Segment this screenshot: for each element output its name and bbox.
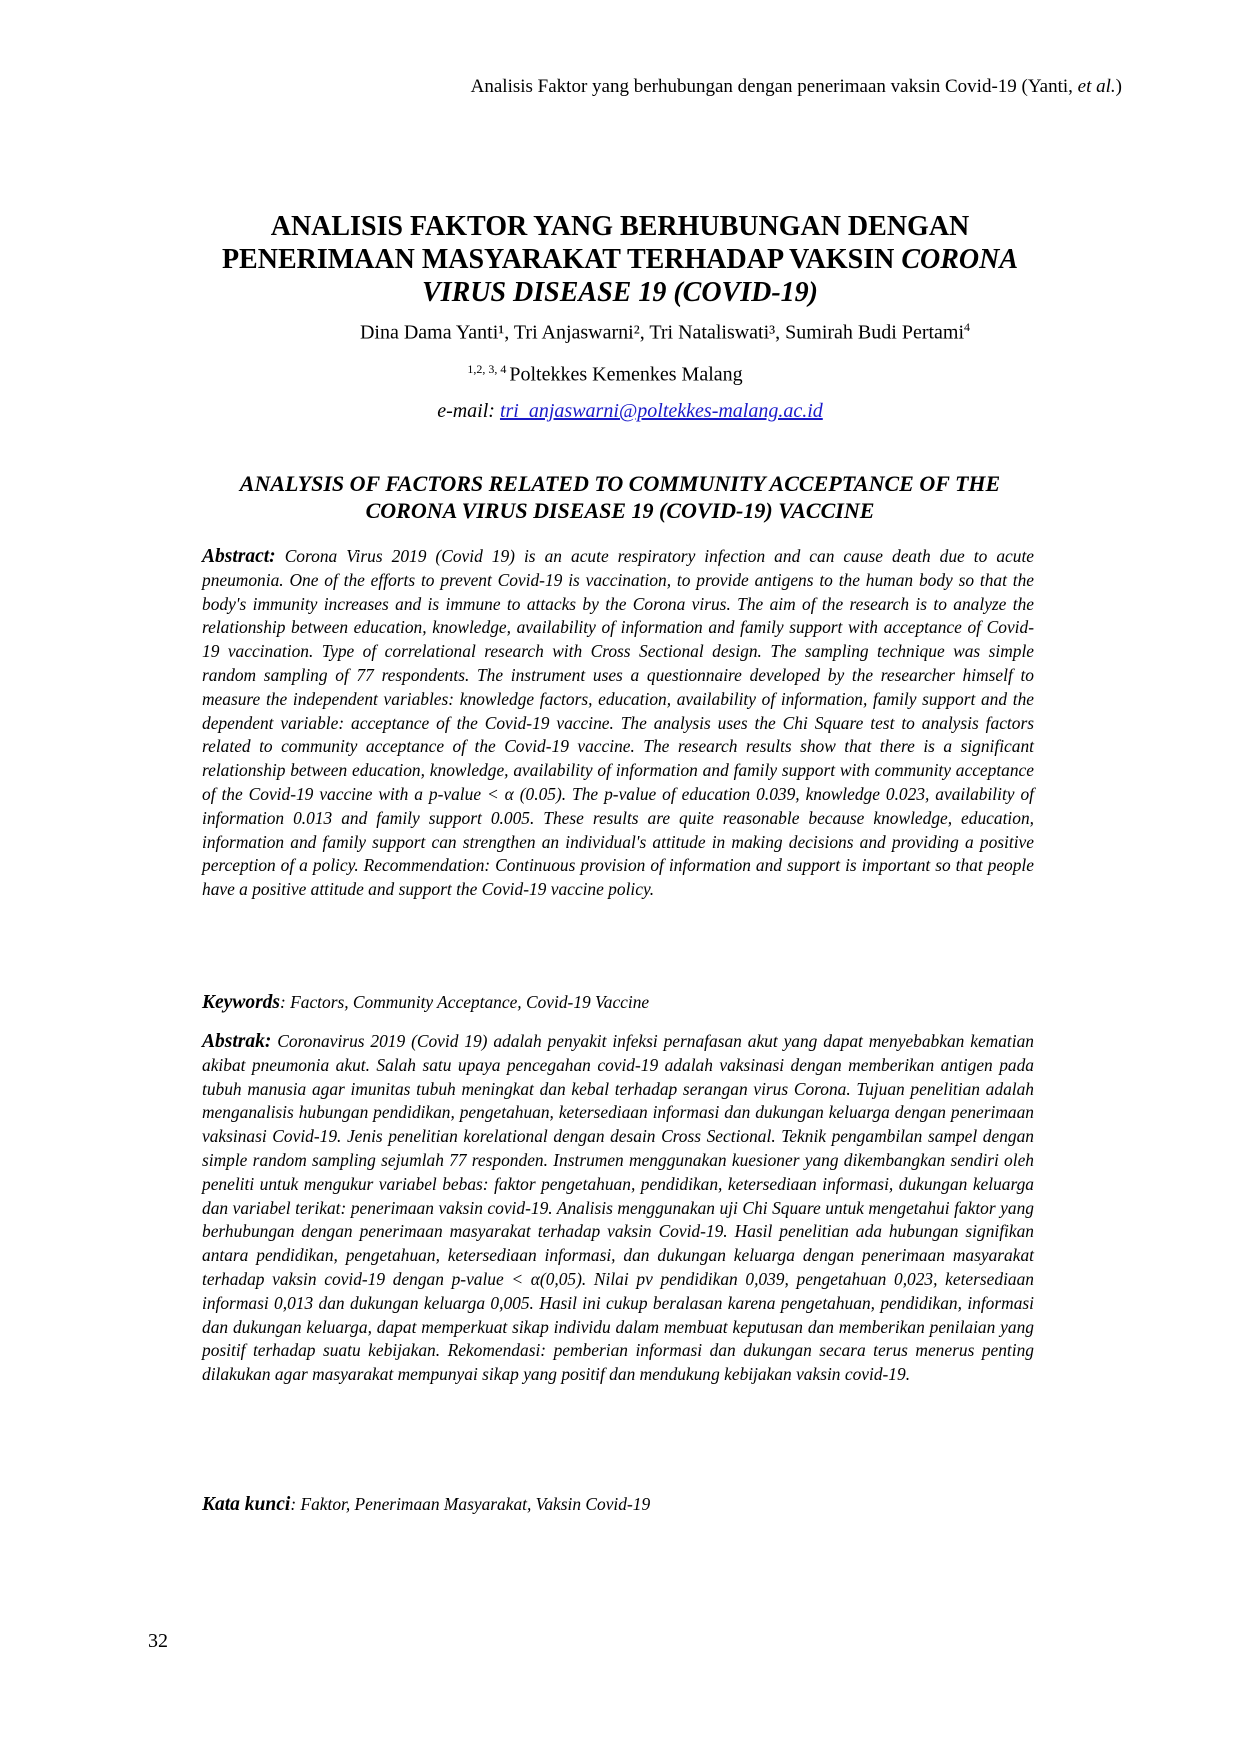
author-last-superscript: 4: [964, 320, 971, 334]
running-header-close: ): [1115, 76, 1122, 97]
title-line-2-italic: CORONA: [901, 244, 1019, 275]
abstract-indonesian-text: Coronavirus 2019 (Covid 19) adalah penyakit infeksi pernafasan akut yang dapat menyebabkan kematian akibat pneumonia akut. Salah satu upaya pencegahan covid-19 adalah vaksinasi dengan memberikan antigen pada tubuh manusia agar imunitas tubuh meningkat dan kebal terhadap serangan virus Corona. Tujuan penelitian adalah menganalisis hubungan pendidikan, pengetahuan, ketersediaan informasi dan dukungan keluarga dengan penerimaan vaksinasi Covid-19. Jenis penelitian korelational dengan desain Cross Sectional. Teknik pengambilan sampel dengan simple random sampling sejumlah 77 responden. Instrumen menggunakan kuesioner yang dikembangkan sendiri oleh peneliti untuk mengukur variabel bebas: faktor pengetahuan, pendidikan, ketersediaan informasi, dukungan keluarga dan variabel terikat: penerimaan vaksin covid-19. Analisis menggunakan uji Chi Square untuk mengetahui faktor yang berhubungan dengan penerimaan masyarakat terhadap vaksin Covid-19. Hasil penelitian ada hubungan signifikan antara pendidikan, pengetahuan, ketersediaan informasi, dan dukungan keluarga dengan penerimaan masyarakat terhadap vaksin covid-19 dengan p-value < α(0,05). Nilai pv pendidikan 0,039, pengetahuan 0,023, ketersediaan informasi 0,013 dan dukungan keluarga 0,005. Hasil ini cukup beralasan karena pengetahuan, pendidikan, informasi dan dukungan keluarga, dapat memperkuat sikap individu dalam membuat keputusan dan memberikan penilaian yang positif terhadap suatu kebijakan. Rekomendasi: pemberian informasi dan dukungan secara terus menerus penting dilakukan agar masyarakat mempunyai sikap yang positif dan mendukung kebijakan vaksin covid-19.: [202, 1031, 1034, 1385]
title-line-2: [140, 243, 1100, 276]
keywords-indonesian: [202, 1494, 1034, 1516]
keywords-english-label: Keywords: [202, 992, 280, 1013]
email-line: [0, 400, 1240, 423]
abstract-indonesian: [202, 1030, 1034, 1387]
email-link[interactable]: tri_anjaswarni@poltekkes-malang.ac.id: [499, 400, 823, 422]
running-header-et-al: et al.: [1077, 76, 1116, 97]
page-number: 32: [148, 1630, 168, 1652]
title-line-1: ANALISIS FAKTOR YANG BERHUBUNGAN DENGAN: [270, 211, 970, 242]
affiliation-name: Poltekkes Kemenkes Malang: [509, 363, 743, 386]
abstract-english: [202, 545, 1034, 902]
author-names: Dina Dama Yanti¹, Tri Anjaswarni², Tri Nataliswati³, Sumirah Budi Pertami: [359, 321, 965, 344]
english-title-line-2: CORONA VIRUS DISEASE 19 (COVID-19) VACCINE: [365, 498, 875, 523]
running-header: [471, 76, 1122, 98]
abstract-indonesian-label: Abstrak:: [202, 1031, 272, 1052]
abstract-english-label: Abstract:: [202, 546, 276, 567]
keywords-english: [202, 992, 1034, 1014]
title-line-2-plain: PENERIMAAN MASYARAKAT TERHADAP VAKSIN: [221, 244, 902, 275]
affiliation-superscript: 1,2, 3, 4: [467, 362, 510, 376]
keywords-indonesian-label: Kata kunci: [202, 1494, 291, 1515]
keywords-english-text: : Factors, Community Acceptance, Covid-19 Vaccine: [280, 992, 650, 1012]
running-header-text: Analisis Faktor yang berhubungan dengan penerimaan vaksin Covid-19 (Yanti,: [470, 76, 1078, 97]
title-line-3: [140, 276, 1100, 309]
title-line-3-italic: VIRUS DISEASE 19 (COVID-19): [422, 277, 818, 308]
affiliation: [0, 362, 1240, 387]
abstract-english-text: Corona Virus 2019 (Covid 19) is an acute respiratory infection and can cause death due to acute pneumonia. One of the efforts to prevent Covid-19 is vaccination, to provide antigens to the human body so that the body's immunity increases and is immune to attacks by the Corona virus. The aim of the research is to analyze the relationship between education, knowledge, availability of information and family support with acceptance of Covid-19 vaccination. Type of correlational research with Cross Sectional design. The sampling technique was simple random sampling of 77 respondents. The instrument uses a questionnaire developed by the researcher himself to measure the independent variables: knowledge factors, education, availability of information, family support and the dependent variable: acceptance of the Covid-19 vaccine. The analysis uses the Chi Square test to analysis factors related to community acceptance of the Covid-19 vaccine. The research results show that there is a significant relationship between education, knowledge, availability of information and family support with community acceptance of the Covid-19 vaccine with a p-value < α (0.05). The p-value of education 0.039, knowledge 0.023, availability of information 0.013 and family support 0.005. These results are quite reasonable because knowledge, education, information and family support can strengthen an individual's attitude in making decisions and providing a positive perception of a policy. Recommendation: Continuous provision of information and support is important so that people have a positive attitude and support the Covid-19 vaccine policy.: [202, 546, 1034, 900]
english-title-line-1: ANALYSIS OF FACTORS RELATED TO COMMUNITY ACCEPTANCE OF THE: [239, 471, 1001, 496]
english-title: [150, 470, 1090, 524]
paper-title: [140, 210, 1100, 309]
keywords-indonesian-text: : Faktor, Penerimaan Masyarakat, Vaksin Covid-19: [290, 1494, 651, 1514]
email-label: e-mail:: [437, 400, 500, 422]
author-list: [0, 320, 1240, 345]
